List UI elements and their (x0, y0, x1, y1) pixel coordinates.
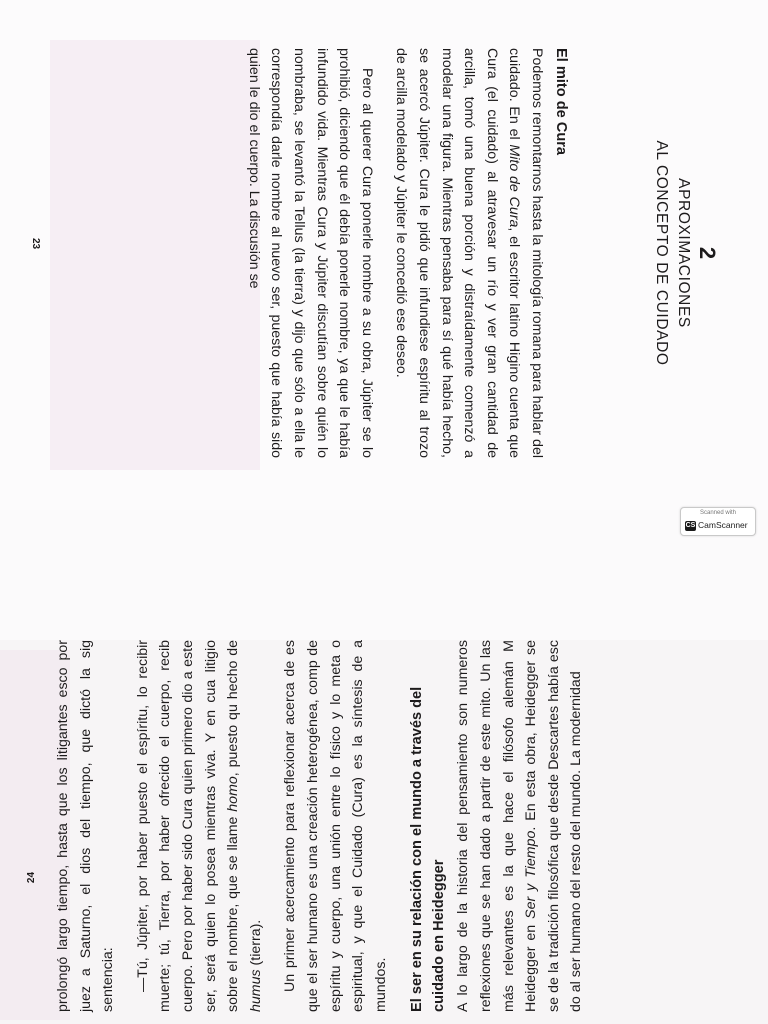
scanned-with-label: Scanned with (699, 510, 737, 516)
paragraph-emphasis: homo (225, 776, 242, 812)
paragraph: Pero al querer Cura ponerle nombre a su obra, Júpiter se lo prohibió, diciendo que él debía ponerle nombre, ya que le había infundido vida. Mientras Cura y Júpiter discutían sobre quién lo nombraba, se levantó la Tellus (la tierra) y dijo que sólo a ella le correspondía darle nombre al nuevo ser, puesto que había sido quien le dio el cuerpo. La discusión se (245, 48, 375, 458)
chapter-title-line2: AL CONCEPTO DE CUIDADO (653, 140, 670, 366)
paragraph-text: (tierra). (247, 919, 264, 970)
page-23 (40, 48, 720, 458)
paragraph (132, 640, 268, 1012)
paragraph-text: , puesto qu hecho de (225, 640, 242, 777)
paragraph: Un primer acercamiento para reflexionar acerca de es que el ser humano es una creación heterogénea, comp de espíritu y cuerpo, una unión entre lo físico y lo meta o espiritual, y que el Cuidado (Cura) es la síntesis de a mundos. (282, 640, 389, 1012)
section-heading: El ser en su relación con el mundo a través del cuidado en Heidegger (409, 686, 448, 1012)
paragraph-emphasis: Ser y Tiempo (523, 830, 540, 919)
chapter-title-line1: APROXIMACIONES (675, 178, 692, 328)
paragraph-text: Podemos remontarnos hasta la mitología romana para hablar del cuidado. En el (506, 48, 545, 458)
camscanner-brand: CamScanner (698, 520, 748, 530)
paragraph-emphasis: humus (247, 969, 264, 1012)
chapter-number: 2 (695, 246, 720, 260)
paragraph (452, 640, 588, 1012)
page-number: 24 (26, 871, 38, 884)
page-24 (52, 640, 768, 1012)
paragraph-text: , el escritor latino Higino cuenta que Cura (el cuidado) al atravesar un río y ver gran cantidad de arcilla, tomó una buena porción y distraídamente comenzó a modelar una figura. Mientras pensaba para sí qué había hecho, se acercó Júpiter. Cura le pidió que infundiese espíritu al trozo de arcilla modelado y Júpiter le concedió ese deseo. (393, 48, 523, 458)
camscanner-logo-icon: CS (685, 522, 696, 529)
camscanner-watermark (680, 507, 756, 536)
paragraph: prolongó largo tiempo, hasta que los litigantes esco por juez a Saturno, el dios del tiempo, que dictó la sig sentencia: (55, 640, 117, 1012)
page-number: 23 (30, 237, 42, 250)
paragraph-text: . En esta obra, Heidegger se se de la tradición filosófica que desde Descartes había esc do al ser humano del resto del mundo. La modernidad (523, 640, 585, 1012)
paragraph-text: A lo largo de la historia del pensamiento son numeros reflexiones que se han dado a partir de este mito. Un las más relevantes es la que hace el filósofo alemán M Heidegger en (455, 640, 540, 1012)
paragraph (390, 48, 548, 458)
paragraph-emphasis: Mito de Cura (506, 144, 523, 228)
paragraph-text: —Tú, Júpiter, por haber puesto el espíritu, lo recibir muerte; tú, Tierra, por haber ofrecido el cuerpo, recib cuerpo. Pero por haber sido Cura quien primero dio a este ser, será quien lo posea mientras viva. Y en cua litigio sobre el nombre, que se llame (134, 640, 242, 1012)
section-heading: El mito de Cura (553, 48, 569, 156)
